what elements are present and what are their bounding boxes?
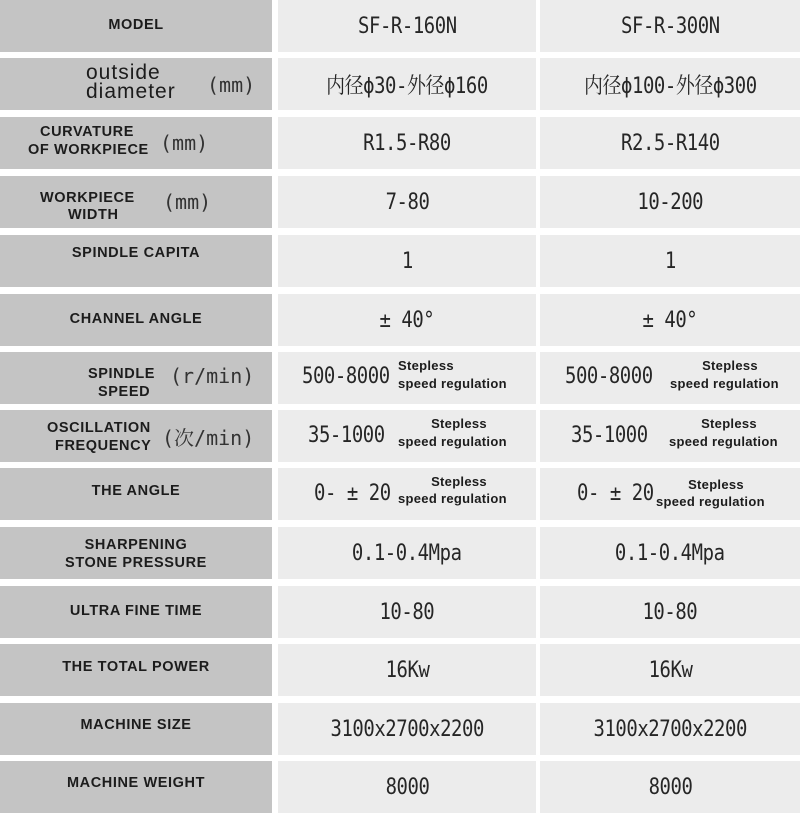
label-cell xyxy=(0,586,272,638)
unit-mm: (mm) xyxy=(207,73,256,97)
note-line1: Stepless xyxy=(702,358,758,373)
row-channel-angle xyxy=(0,294,800,346)
total-power-2: 16Kw xyxy=(648,657,692,683)
label-speed: SPEED xyxy=(98,384,151,400)
row-machine-weight xyxy=(0,761,800,813)
unit-mm: (mm) xyxy=(163,190,212,214)
machine-weight-1: 8000 xyxy=(385,774,429,800)
label-curvature: CURVATURE xyxy=(40,124,135,140)
value-cell-1 xyxy=(278,117,536,169)
row-spindle-capita xyxy=(0,235,800,287)
note-line1: Stepless xyxy=(688,477,744,492)
label-cell xyxy=(0,703,272,755)
value-cell-1 xyxy=(278,58,536,110)
oscillation-1: 35-1000 xyxy=(308,423,385,448)
value-cell-2 xyxy=(540,527,800,579)
label-total-power: THE TOTAL POWER xyxy=(62,659,210,675)
machine-size-2: 3100x2700x2200 xyxy=(593,716,747,742)
label-frequency: FREQUENCY xyxy=(55,438,152,454)
value-cell-2 xyxy=(540,58,800,110)
value-cell-1 xyxy=(278,235,536,287)
label-width: WIDTH xyxy=(68,207,119,223)
row-the-angle xyxy=(0,468,800,520)
workpiece-width-2: 10-200 xyxy=(637,189,703,215)
note-line2: speed regulation xyxy=(670,376,779,391)
note-line1: Stepless xyxy=(398,358,454,373)
row-oscillation-frequency xyxy=(0,410,800,462)
curvature-1: R1.5-R80 xyxy=(363,130,451,156)
note-line1: Stepless xyxy=(701,416,757,431)
row-model xyxy=(0,0,800,52)
label-cell xyxy=(0,58,272,110)
note-line1: Stepless xyxy=(431,416,487,431)
label-cell xyxy=(0,235,272,287)
value-cell-2 xyxy=(540,644,800,696)
outside-diameter-2: 内径ϕ100-外径ϕ300 xyxy=(583,73,757,99)
row-outside-diameter xyxy=(0,58,800,110)
outside-diameter-1: 内径ϕ30-外径ϕ160 xyxy=(326,73,488,99)
label-machine-weight: MACHINE WEIGHT xyxy=(66,775,206,791)
note-line2: speed regulation xyxy=(656,494,765,509)
label-spindle: SPINDLE xyxy=(88,366,156,382)
value-cell-1 xyxy=(278,352,536,404)
value-cell-1 xyxy=(278,527,536,579)
note-line2: speed regulation xyxy=(398,434,507,449)
label-outside: outside xyxy=(86,61,161,84)
note-line2: speed regulation xyxy=(398,491,507,506)
label-diameter: diameter xyxy=(86,80,176,103)
label-machine-size: MACHINE SIZE xyxy=(80,717,192,733)
value-cell-2 xyxy=(540,176,800,228)
the-angle-2: 0- ± 20 xyxy=(577,481,654,506)
curvature-2: R2.5-R140 xyxy=(620,130,720,156)
model-2: SF-R-300N xyxy=(620,13,720,39)
value-cell-1 xyxy=(278,703,536,755)
label-workpiece: WORKPIECE xyxy=(40,190,135,206)
stone-pressure-1: 0.1-0.4Mpa xyxy=(352,540,462,566)
value-cell-1 xyxy=(278,761,536,813)
label-cell xyxy=(0,176,272,228)
spindle-speed-1: 500-8000 xyxy=(302,364,390,389)
the-angle-1: 0- ± 20 xyxy=(314,481,391,506)
machine-size-1: 3100x2700x2200 xyxy=(330,716,484,742)
row-workpiece-width xyxy=(0,176,800,228)
label-of-workpiece: OF WORKPIECE xyxy=(28,142,149,158)
value-cell-2 xyxy=(540,468,800,520)
value-cell-1 xyxy=(278,468,536,520)
channel-angle-2: ± 40° xyxy=(642,307,698,333)
row-total-power xyxy=(0,644,800,696)
value-cell-2 xyxy=(540,294,800,346)
label-ultra-fine-time: ULTRA FINE TIME xyxy=(69,603,203,619)
label-cell xyxy=(0,527,272,579)
oscillation-2: 35-1000 xyxy=(571,423,648,448)
label-cell xyxy=(0,294,272,346)
label-oscillation: OSCILLATION xyxy=(47,420,151,436)
value-cell-1 xyxy=(278,294,536,346)
label-model: MODEL xyxy=(108,17,164,33)
row-stone-pressure xyxy=(0,527,800,579)
value-cell-1 xyxy=(278,176,536,228)
value-cell-2 xyxy=(540,586,800,638)
label-cell xyxy=(0,0,272,52)
spindle-capita-1: 1 xyxy=(401,248,413,274)
ultra-fine-time-1: 10-80 xyxy=(379,599,435,625)
unit-mm: (mm) xyxy=(160,131,209,155)
note-line2: speed regulation xyxy=(398,376,507,391)
value-cell-1 xyxy=(278,644,536,696)
label-spindle-capita: SPINDLE CAPITA xyxy=(71,245,201,261)
value-cell-1 xyxy=(278,410,536,462)
unit-per-min: (次/min) xyxy=(162,426,255,450)
label-cell xyxy=(0,352,272,404)
label-channel-angle: CHANNEL ANGLE xyxy=(69,311,203,327)
value-cell-2 xyxy=(540,0,800,52)
unit-r-min: (r/min) xyxy=(170,364,255,388)
value-cell-2 xyxy=(540,703,800,755)
row-spindle-speed xyxy=(0,352,800,404)
row-ultra-fine-time xyxy=(0,586,800,638)
row-curvature xyxy=(0,117,800,169)
value-cell-1 xyxy=(278,586,536,638)
label-the-angle: THE ANGLE xyxy=(91,483,181,499)
total-power-1: 16Kw xyxy=(385,657,429,683)
spindle-capita-2: 1 xyxy=(664,248,676,274)
value-cell-2 xyxy=(540,761,800,813)
value-cell-1 xyxy=(278,0,536,52)
value-cell-2 xyxy=(540,410,800,462)
label-cell xyxy=(0,468,272,520)
value-cell-2 xyxy=(540,235,800,287)
model-1: SF-R-160N xyxy=(357,13,457,39)
label-sharpening: SHARPENING xyxy=(84,537,188,553)
note-line2: speed regulation xyxy=(669,434,778,449)
value-cell-2 xyxy=(540,117,800,169)
workpiece-width-1: 7-80 xyxy=(385,189,429,215)
label-cell xyxy=(0,117,272,169)
label-cell xyxy=(0,410,272,462)
ultra-fine-time-2: 10-80 xyxy=(642,599,698,625)
label-stone-pressure: STONE PRESSURE xyxy=(65,555,207,571)
note-line1: Stepless xyxy=(431,474,487,489)
row-machine-size xyxy=(0,703,800,755)
machine-weight-2: 8000 xyxy=(648,774,692,800)
channel-angle-1: ± 40° xyxy=(379,307,435,333)
value-cell-2 xyxy=(540,352,800,404)
spindle-speed-2: 500-8000 xyxy=(565,364,653,389)
stone-pressure-2: 0.1-0.4Mpa xyxy=(615,540,725,566)
label-cell xyxy=(0,761,272,813)
label-cell xyxy=(0,644,272,696)
